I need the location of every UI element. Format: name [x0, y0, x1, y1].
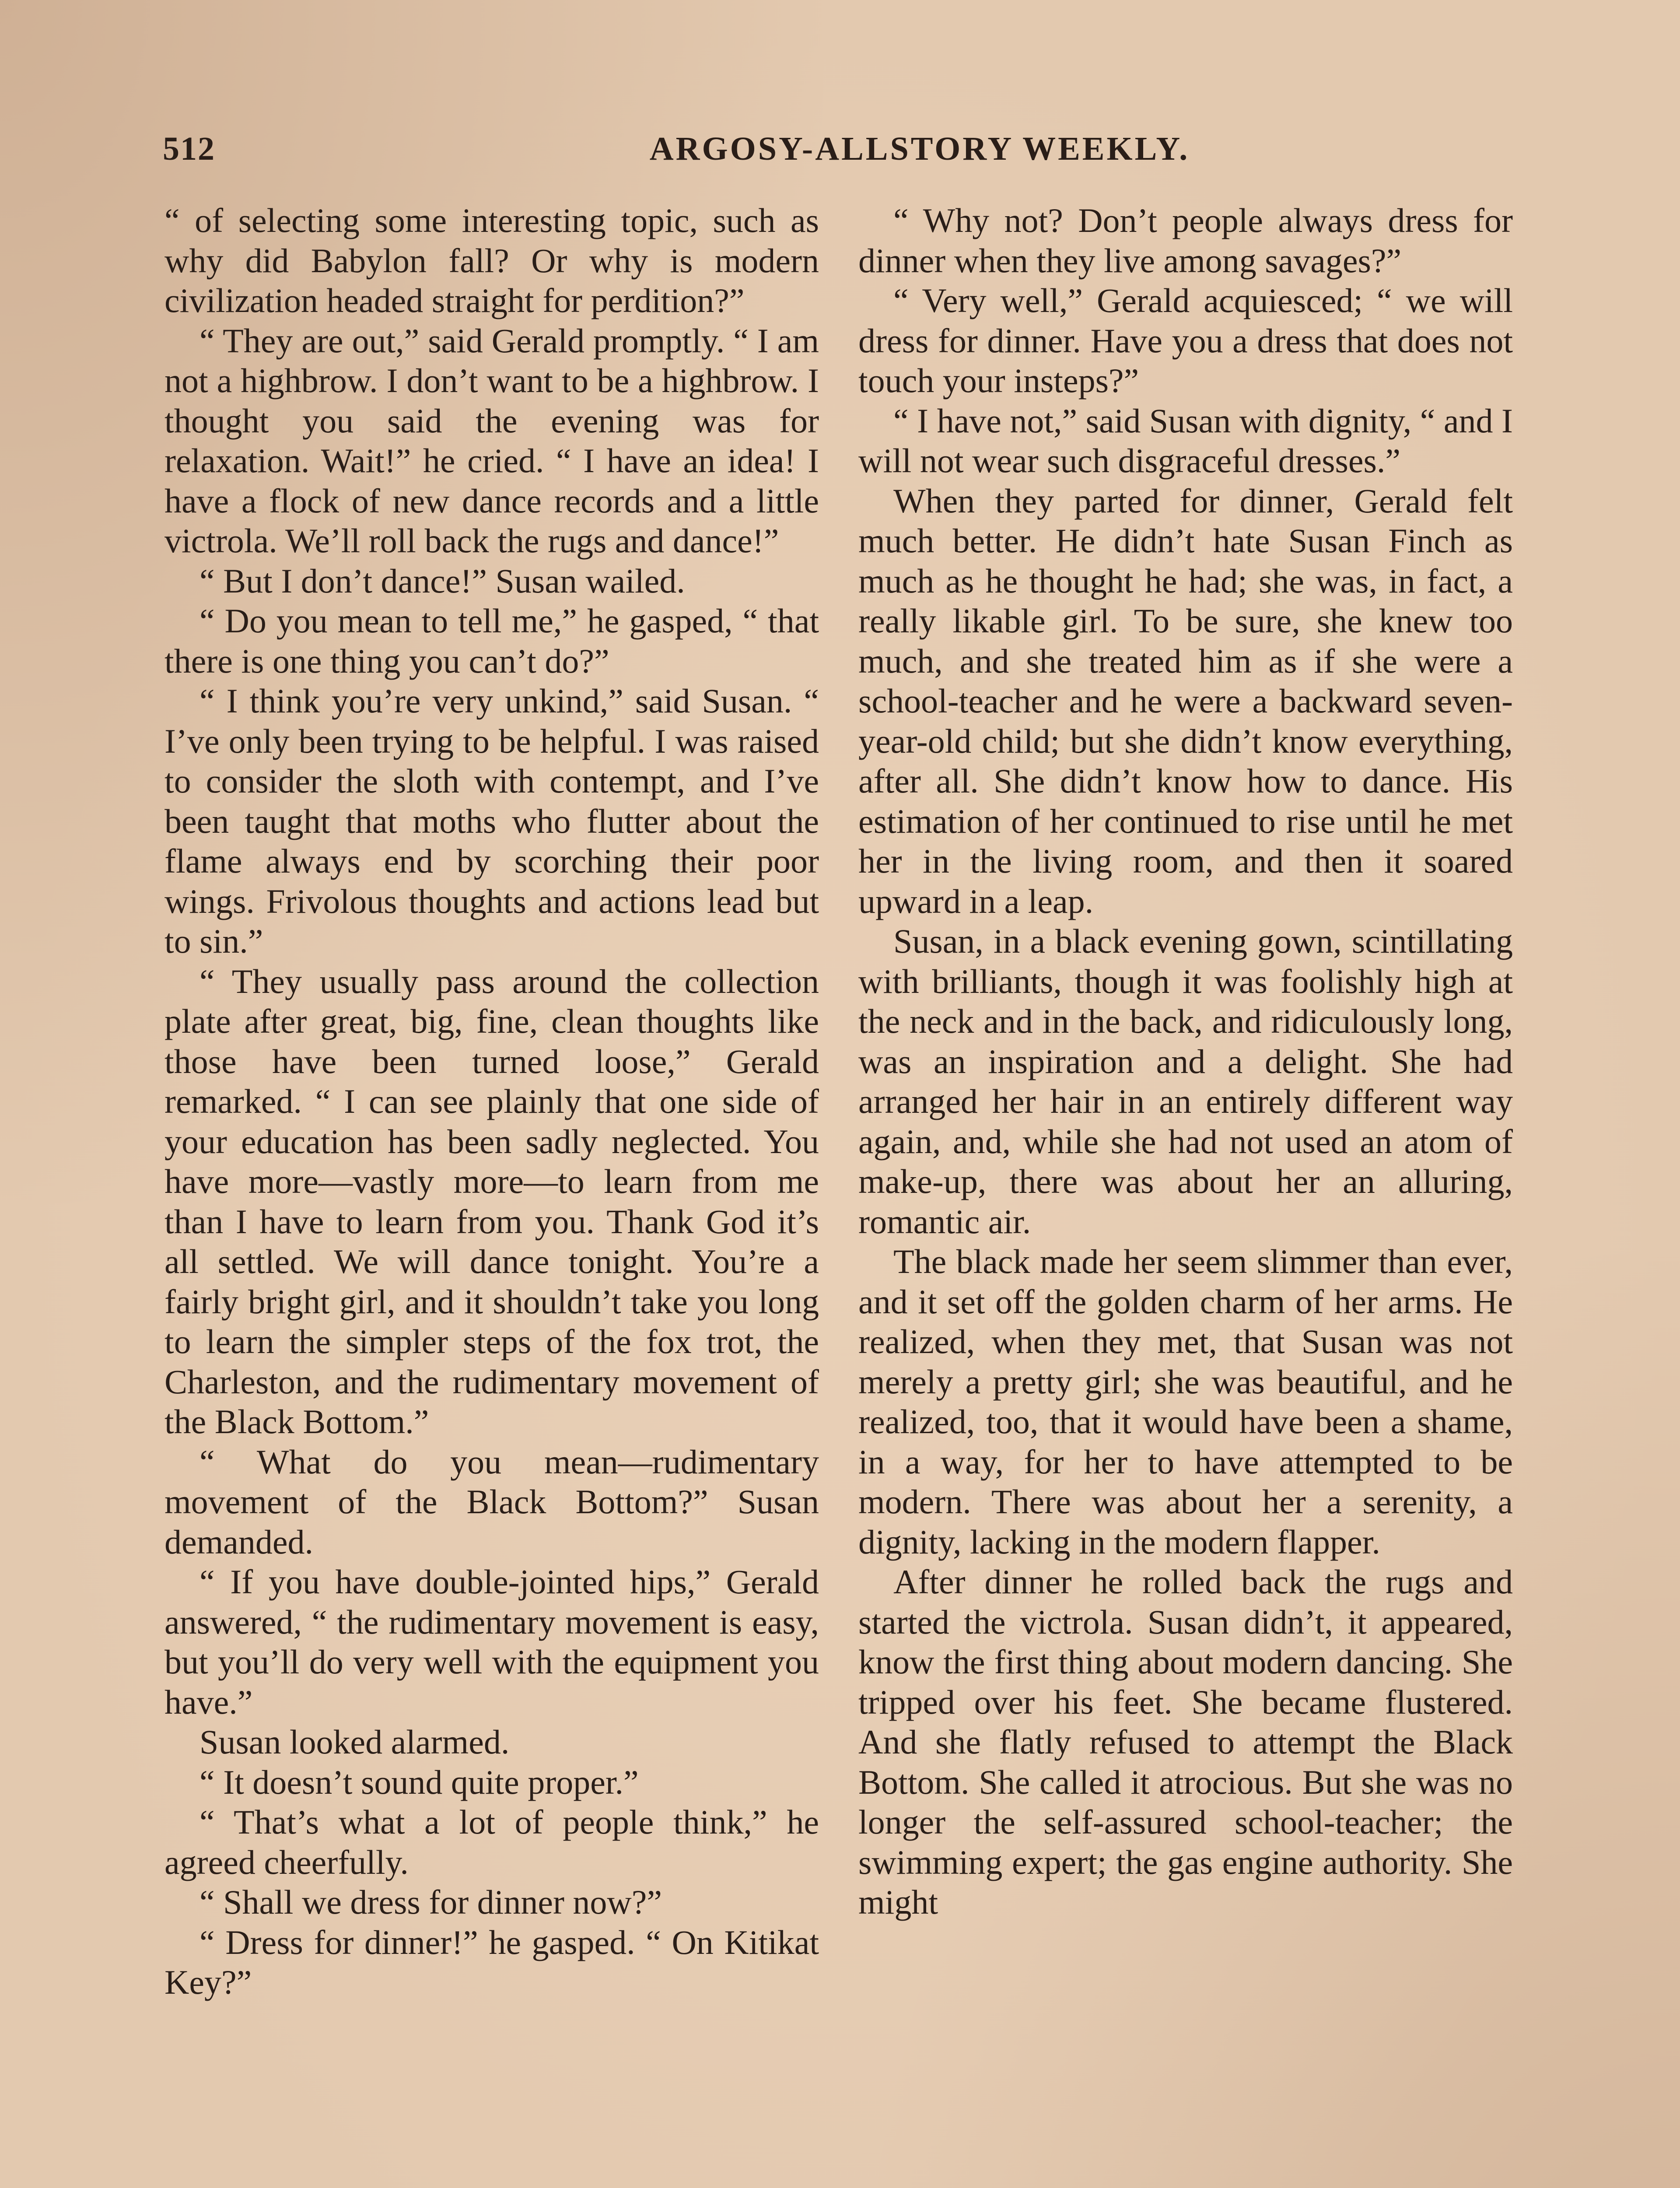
page-header [163, 125, 1519, 173]
paragraph: “ They usually pass around the collection plate after great, big, fine, clean thoughts like those have been turned loose,” Gerald remarked. “ I can see plainly that one side of your education has been sadly neglected. You have more—vastly more—to learn from me than I have to learn from you. Thank God it’s all settled. We will dance tonight. You’re a fairly bright girl, and it shouldn’t take you long to learn the simpler steps of the fox trot, the Charleston, and the rudimentary movement of the Black Bottom.” [164, 962, 819, 1441]
right-column [858, 200, 1513, 1922]
paragraph: “ But I don’t dance!” Susan wailed. [200, 561, 685, 600]
paragraph: Susan, in a black evening gown, scintillating with brilliants, though it was foolishly high at the neck and in the back, and ridiculously long, was an inspiration and a delight. She had arranged her hair in an entirely different way again, and, while she had not used an atom of make-up, there was about her an alluring, romantic air. [858, 922, 1513, 1241]
paragraph: “ I think you’re very unkind,” said Susan. “ I’ve only been trying to be helpful. I was raised to consider the sloth with contempt, and I’ve been taught that moths who flutter about the flame always end by scorching their poor wings. Frivolous thoughts and actions lead but to sin.” [164, 682, 819, 960]
paragraph: “ Why not? Don’t people always dress for dinner when they live among savages?” [858, 201, 1513, 280]
paragraph: Susan looked alarmed. [200, 1723, 510, 1761]
paragraph: “ They are out,” said Gerald promptly. “ I am not a highbrow. I don’t want to be a highbrow. I thought you said the evening was for relaxation. Wait!” he cried. “ I have an idea! I have a flock of new dance records and a little victrola. We’ll roll back the rugs and dance!” [164, 321, 819, 560]
paragraph: “ I have not,” said Susan with dignity, “ and I will not wear such disgraceful dresses.” [858, 401, 1513, 480]
paragraph: “ Shall we dress for dinner now?” [200, 1883, 662, 1921]
paragraph: When they parted for dinner, Gerald felt much better. He didn’t hate Susan Finch as much as he thought he had; she was, in fact, a really likable girl. To be sure, she knew too much, and she treated him as if she were a school-teacher and he were a backward seven-year-old child; but she didn’t know everything, after all. She didn’t know how to dance. His estimation of her continued to rise until he met her in the living room, and then it soared upward in a leap. [858, 481, 1513, 920]
paragraph: After dinner he rolled back the rugs and started the victrola. Susan didn’t, it appeared, know the first thing about modern dancing. She tripped over his feet. She became flustered. And she flatly refused to attempt the Black Bottom. She called it atrocious. But she was no longer the self-assured school-teacher; the swimming expert; the gas engine authority. She might [858, 1563, 1513, 1921]
page-number: 512 [163, 130, 215, 167]
paragraph: “ of selecting some interesting topic, such as why did Babylon fall? Or why is modern civilization headed straight for perdition?” [164, 201, 819, 319]
paragraph: “ What do you mean—rudimentary movement of the Black Bottom?” Susan demanded. [164, 1442, 819, 1561]
paragraph: “ Do you mean to tell me,” he gasped, “ that there is one thing you can’t do?” [164, 602, 819, 680]
paragraph: “ Dress for dinner!” he gasped. “ On Kitikat Key?” [164, 1923, 819, 2001]
paragraph: “ That’s what a lot of people think,” he agreed cheerfully. [164, 1803, 819, 1881]
running-title: ARGOSY-ALLSTORY WEEKLY. [649, 130, 1190, 167]
paragraph: “ Very well,” Gerald acquiesced; “ we will dress for dinner. Have you a dress that does not touch your insteps?” [858, 281, 1513, 400]
paragraph: “ If you have double-jointed hips,” Gerald answered, “ the rudimentary movement is easy, but you’ll do very well with the equipment you have.” [164, 1563, 819, 1721]
paragraph: “ It doesn’t sound quite proper.” [200, 1763, 639, 1801]
paragraph: The black made her seem slimmer than ever, and it set off the golden charm of her arms. He realized, when they met, that Susan was not merely a pretty girl; she was beautiful, and he realized, too, that it would have been a shame, in a way, for her to have attempted to be modern. There was about her a serenity, a dignity, lacking in the modern flapper. [858, 1242, 1513, 1561]
left-column [164, 200, 819, 2002]
